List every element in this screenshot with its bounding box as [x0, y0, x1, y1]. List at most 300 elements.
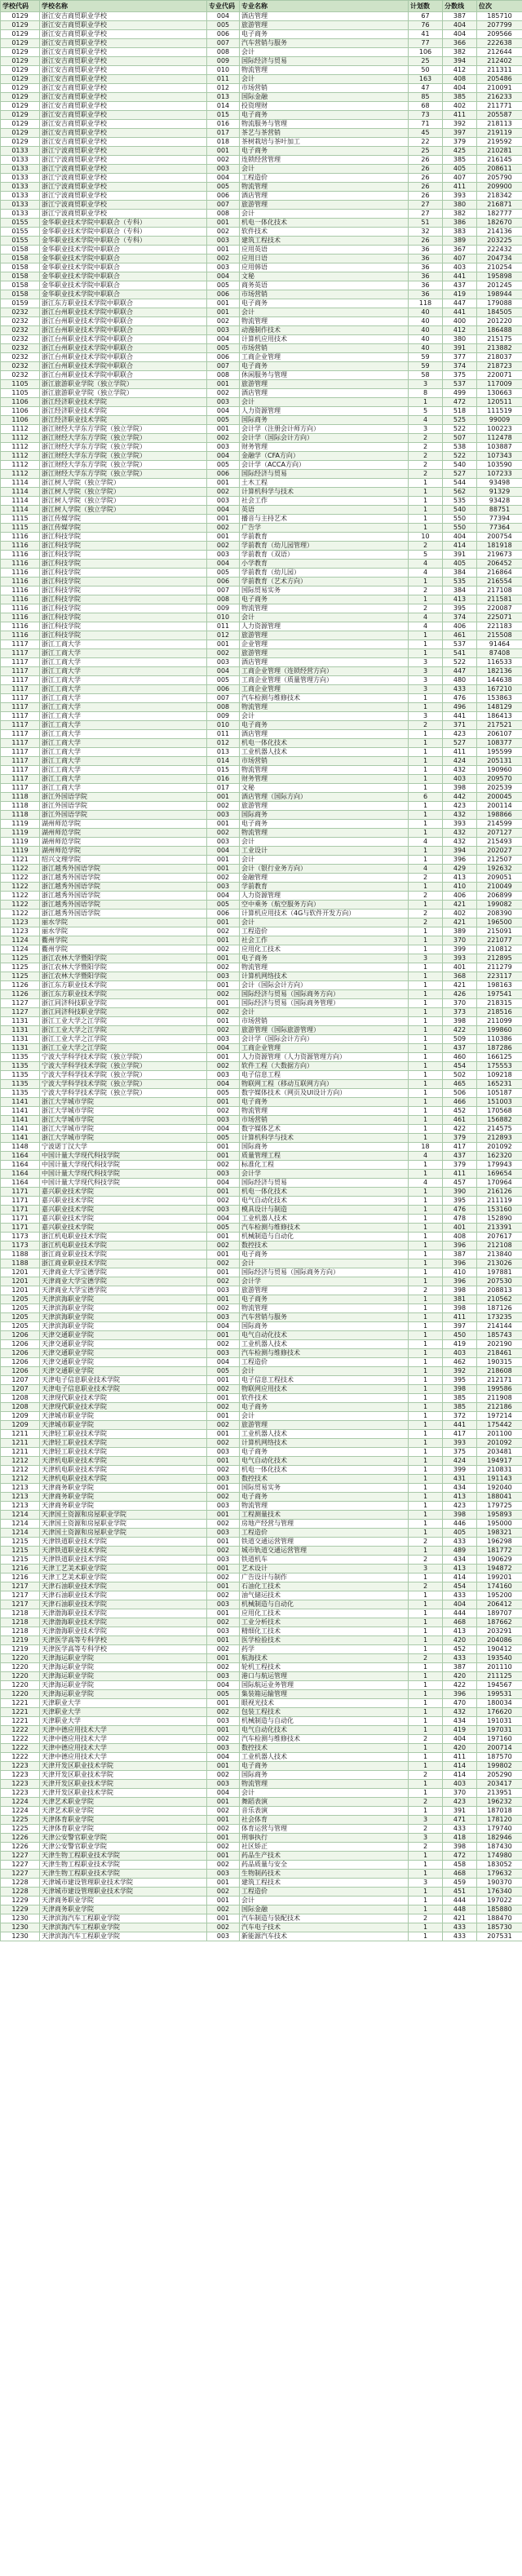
cell-score-line: 379	[443, 1161, 477, 1170]
cell-score-line: 537	[443, 640, 477, 649]
cell-score-line: 384	[443, 569, 477, 578]
cell-major-name: 物流管理	[240, 317, 409, 326]
cell-school-name: 金华职业技术学院中职联合	[40, 255, 207, 263]
cell-score-line: 518	[443, 407, 477, 416]
cell-major-name: 电子商务	[240, 1098, 409, 1107]
table-row	[1, 39, 522, 48]
cell-school-name: 天津中德应用技术大学	[40, 1726, 207, 1735]
cell-plan-count: 2	[409, 1771, 443, 1780]
cell-school-name: 浙江经济职业技术学院	[40, 407, 207, 416]
cell-major-code: 013	[207, 93, 240, 102]
table-row	[1, 586, 522, 595]
cell-score-line: 457	[443, 1179, 477, 1188]
cell-plan-count: 1	[409, 1484, 443, 1493]
cell-plan-count: 3	[409, 1879, 443, 1888]
table-row	[1, 1914, 522, 1923]
table-row	[1, 820, 522, 829]
cell-school-name: 浙江台州职业技术学院中职联合	[40, 362, 207, 371]
cell-rank: 178120	[477, 1816, 522, 1825]
cell-rank: 222432	[477, 246, 522, 255]
cell-major-name: 酒店管理	[240, 389, 409, 398]
cell-plan-count: 36	[409, 272, 443, 281]
cell-school-code: 1135	[1, 1071, 40, 1080]
cell-score-line: 406	[443, 892, 477, 901]
table-row	[1, 156, 522, 165]
header-plan-count: 计划数	[409, 1, 443, 12]
cell-plan-count: 1	[409, 1681, 443, 1690]
cell-school-code: 0129	[1, 129, 40, 138]
cell-school-code: 1171	[1, 1206, 40, 1215]
table-row	[1, 524, 522, 533]
cell-plan-count: 1	[409, 945, 443, 954]
cell-major-code: 002	[207, 963, 240, 972]
cell-major-name: 体育运营与管理	[240, 1825, 409, 1834]
cell-major-code: 007	[207, 694, 240, 703]
cell-score-line: 461	[443, 1116, 477, 1125]
table-row	[1, 1762, 522, 1771]
cell-plan-count: 2	[409, 1825, 443, 1834]
table-row	[1, 918, 522, 927]
table-row	[1, 443, 522, 452]
cell-plan-count: 1	[409, 1448, 443, 1457]
cell-school-code: 0158	[1, 263, 40, 272]
cell-major-name: 软件技术	[240, 1394, 409, 1403]
cell-school-name: 宁波大学科学技术学院（独立学院）	[40, 1062, 207, 1071]
cell-school-code: 1208	[1, 1394, 40, 1403]
cell-major-code: 001	[207, 479, 240, 488]
cell-score-line: 384	[443, 586, 477, 595]
cell-major-name: 会计	[240, 1897, 409, 1905]
table-row	[1, 1448, 522, 1457]
cell-score-line: 422	[443, 1026, 477, 1035]
cell-major-name: 工业机器人技术	[240, 1430, 409, 1439]
cell-rank: 213391	[477, 1224, 522, 1233]
table-row	[1, 622, 522, 631]
cell-score-line: 404	[443, 30, 477, 39]
cell-school-name: 浙江经济职业技术学院	[40, 398, 207, 407]
cell-school-name: 浙江安吉商贸职业学校	[40, 138, 207, 147]
table-row	[1, 981, 522, 990]
cell-score-line: 499	[443, 389, 477, 398]
cell-score-line: 423	[443, 802, 477, 811]
cell-major-name: 投资理财	[240, 102, 409, 111]
cell-school-code: 1116	[1, 595, 40, 604]
cell-plan-count: 67	[409, 12, 443, 21]
cell-school-code: 1211	[1, 1448, 40, 1457]
cell-school-name: 天津开发区职业技术学院	[40, 1789, 207, 1798]
cell-school-code: 1117	[1, 739, 40, 748]
cell-rank: 203481	[477, 1448, 522, 1457]
table-row	[1, 1250, 522, 1259]
cell-major-name: 动漫制作技术	[240, 326, 409, 335]
cell-major-code: 014	[207, 757, 240, 766]
cell-major-name: 物流管理	[240, 183, 409, 192]
cell-rank: 184505	[477, 308, 522, 317]
cell-plan-count: 1	[409, 1367, 443, 1376]
cell-rank: 152890	[477, 1215, 522, 1224]
cell-school-code: 1119	[1, 820, 40, 829]
cell-score-line: 370	[443, 1789, 477, 1798]
cell-rank: 218608	[477, 1367, 522, 1376]
cell-major-name: 会计	[240, 210, 409, 219]
cell-rank: 170568	[477, 1107, 522, 1116]
cell-school-code: 1116	[1, 578, 40, 586]
cell-major-code: 015	[207, 111, 240, 120]
table-row	[1, 174, 522, 183]
table-row	[1, 963, 522, 972]
cell-score-line: 396	[443, 1242, 477, 1250]
cell-school-code: 0129	[1, 138, 40, 147]
table-row	[1, 703, 522, 712]
cell-school-code: 1211	[1, 1430, 40, 1439]
cell-score-line: 405	[443, 165, 477, 174]
cell-major-code: 001	[207, 246, 240, 255]
cell-score-line: 398	[443, 1385, 477, 1394]
table-row	[1, 730, 522, 739]
cell-major-name: 商务英语	[240, 281, 409, 290]
table-row	[1, 335, 522, 344]
cell-major-code: 003	[207, 326, 240, 335]
cell-rank: 174160	[477, 1582, 522, 1591]
cell-major-code: 003	[207, 1600, 240, 1609]
cell-plan-count: 59	[409, 353, 443, 362]
cell-school-name: 天津开发区职业技术学院	[40, 1762, 207, 1771]
cell-rank: 182777	[477, 210, 522, 219]
cell-rank: 201245	[477, 281, 522, 290]
cell-major-name: 工商企业管理	[240, 1044, 409, 1053]
cell-rank: 219592	[477, 138, 522, 147]
cell-score-line: 466	[443, 1098, 477, 1107]
cell-school-code: 1123	[1, 927, 40, 936]
cell-school-code: 1173	[1, 1242, 40, 1250]
cell-school-code: 1216	[1, 1565, 40, 1573]
cell-plan-count: 1	[409, 1053, 443, 1062]
cell-rank: 187126	[477, 1304, 522, 1313]
cell-major-name: 电气自动化技术	[240, 1197, 409, 1206]
cell-major-name: 物联网工程（移动互联网方向）	[240, 1080, 409, 1089]
table-row	[1, 1618, 522, 1627]
cell-major-code: 007	[207, 39, 240, 48]
cell-school-code: 1171	[1, 1188, 40, 1197]
cell-major-code: 002	[207, 434, 240, 443]
cell-plan-count: 106	[409, 48, 443, 57]
cell-rank: 179725	[477, 1502, 522, 1511]
cell-rank: 205486	[477, 75, 522, 84]
cell-major-code: 002	[207, 649, 240, 658]
cell-major-name: 国际经济与贸易	[240, 57, 409, 66]
table-row	[1, 1529, 522, 1538]
cell-score-line: 540	[443, 506, 477, 515]
cell-plan-count: 1	[409, 1905, 443, 1914]
cell-plan-count: 1	[409, 1421, 443, 1430]
cell-major-name: 市场营销	[240, 344, 409, 353]
cell-major-code: 004	[207, 1125, 240, 1134]
table-row	[1, 1242, 522, 1250]
cell-school-code: 0133	[1, 201, 40, 210]
cell-plan-count: 2	[409, 874, 443, 883]
cell-score-line: 387	[443, 1663, 477, 1672]
table-row	[1, 658, 522, 667]
table-row	[1, 1475, 522, 1484]
cell-major-name: 英语	[240, 506, 409, 515]
cell-school-name: 浙江财经大学东方学院（独立学院）	[40, 470, 207, 479]
cell-major-code: 005	[207, 1690, 240, 1699]
cell-major-code: 003	[207, 497, 240, 506]
cell-school-name: 天津医学高等专科学校	[40, 1645, 207, 1654]
cell-major-name: 应用韩语	[240, 263, 409, 272]
cell-school-code: 1225	[1, 1825, 40, 1834]
cell-school-code: 0133	[1, 183, 40, 192]
cell-school-name: 天津渤海职业技术学院	[40, 1609, 207, 1618]
cell-major-name: 机电一体化技术	[240, 739, 409, 748]
cell-major-name: 人力资源管理	[240, 892, 409, 901]
cell-school-code: 1223	[1, 1780, 40, 1789]
cell-school-name: 浙江台州职业技术学院中职联合	[40, 317, 207, 326]
cell-plan-count: 2	[409, 461, 443, 470]
cell-score-line: 368	[443, 972, 477, 981]
cell-major-name: 工业分析技术	[240, 1618, 409, 1627]
cell-major-code: 011	[207, 730, 240, 739]
cell-plan-count: 1	[409, 963, 443, 972]
cell-plan-count: 1	[409, 1313, 443, 1322]
table-header-row	[1, 1, 522, 12]
cell-major-code: 001	[207, 1484, 240, 1493]
cell-score-line: 433	[443, 1654, 477, 1663]
cell-rank: 170964	[477, 1179, 522, 1188]
cell-major-name: 音乐表演	[240, 1807, 409, 1816]
cell-major-name: 建筑工程技术	[240, 237, 409, 246]
table-row	[1, 1385, 522, 1394]
cell-major-code: 004	[207, 892, 240, 901]
cell-rank: 99009	[477, 416, 522, 425]
cell-plan-count: 1	[409, 479, 443, 488]
cell-rank: 195200	[477, 1591, 522, 1600]
cell-school-name: 浙江大学城市学院	[40, 1098, 207, 1107]
cell-rank: 199586	[477, 1385, 522, 1394]
cell-major-name: 国际经济与贸易（国际商务方向）	[240, 990, 409, 999]
cell-major-name: 国际商务	[240, 416, 409, 425]
cell-school-name: 金华职业技术学院中职联合（专科）	[40, 219, 207, 228]
cell-major-name: 国际经济与贸易	[240, 470, 409, 479]
cell-school-code: 1230	[1, 1914, 40, 1923]
cell-score-line: 468	[443, 1618, 477, 1627]
cell-major-code: 001	[207, 147, 240, 156]
cell-school-code: 1122	[1, 892, 40, 901]
cell-school-code: 1222	[1, 1726, 40, 1735]
table-row	[1, 1044, 522, 1053]
cell-rank: 186488	[477, 326, 522, 335]
cell-rank: 212507	[477, 856, 522, 865]
cell-school-name: 天津滨海汽车工程职业学院	[40, 1923, 207, 1932]
cell-school-name: 天津国土资源和房屋职业学院	[40, 1511, 207, 1520]
cell-major-code: 001	[207, 999, 240, 1008]
table-row	[1, 1403, 522, 1412]
cell-school-code: 1135	[1, 1062, 40, 1071]
cell-score-line: 437	[443, 1044, 477, 1053]
cell-rank: 218516	[477, 1008, 522, 1017]
cell-score-line: 441	[443, 272, 477, 281]
table-row	[1, 1277, 522, 1286]
cell-major-name: 汽车检测与维修技术	[240, 1224, 409, 1233]
cell-school-name: 浙江农林大学暨阳学院	[40, 963, 207, 972]
cell-school-code: 1106	[1, 407, 40, 416]
cell-rank: 203225	[477, 237, 522, 246]
cell-rank: 225071	[477, 613, 522, 622]
cell-major-code: 005	[207, 281, 240, 290]
cell-school-name: 天津工艺美术职业学院	[40, 1573, 207, 1582]
cell-school-code: 1213	[1, 1493, 40, 1502]
cell-major-code: 005	[207, 676, 240, 685]
table-row	[1, 999, 522, 1008]
cell-major-name: 会计	[240, 1008, 409, 1017]
cell-school-name: 天津商业大学宝德学院	[40, 1277, 207, 1286]
cell-score-line: 423	[443, 1798, 477, 1807]
cell-rank: 187018	[477, 1807, 522, 1816]
cell-rank: 194917	[477, 1457, 522, 1466]
cell-major-name: 社区矫正	[240, 1843, 409, 1852]
cell-plan-count: 1	[409, 1627, 443, 1636]
table-row	[1, 1304, 522, 1313]
cell-score-line: 496	[443, 703, 477, 712]
cell-plan-count: 1	[409, 1636, 443, 1645]
cell-score-line: 393	[443, 820, 477, 829]
cell-plan-count: 1	[409, 1457, 443, 1466]
cell-school-code: 1116	[1, 533, 40, 542]
cell-score-line: 402	[443, 102, 477, 111]
cell-school-name: 浙江树人学院（独立学院）	[40, 488, 207, 497]
table-row	[1, 1439, 522, 1448]
cell-school-code: 0129	[1, 93, 40, 102]
table-row	[1, 1457, 522, 1466]
cell-major-name: 数字媒体艺术	[240, 1125, 409, 1134]
cell-plan-count: 4	[409, 569, 443, 578]
cell-score-line: 380	[443, 201, 477, 210]
cell-school-code: 1223	[1, 1771, 40, 1780]
cell-rank: 190629	[477, 1556, 522, 1565]
cell-major-code: 002	[207, 1618, 240, 1627]
table-row	[1, 479, 522, 488]
cell-score-line: 472	[443, 398, 477, 407]
cell-rank: 100223	[477, 425, 522, 434]
cell-major-code: 002	[207, 1421, 240, 1430]
cell-plan-count: 1	[409, 811, 443, 820]
cell-rank: 201092	[477, 1143, 522, 1152]
cell-score-line: 419	[443, 1726, 477, 1735]
cell-plan-count: 1	[409, 972, 443, 981]
cell-major-code: 012	[207, 739, 240, 748]
cell-major-code: 002	[207, 802, 240, 811]
cell-plan-count: 1	[409, 524, 443, 533]
cell-major-code: 002	[207, 1403, 240, 1412]
cell-major-code: 004	[207, 847, 240, 856]
cell-plan-count: 25	[409, 57, 443, 66]
cell-school-name: 浙江大学城市学院	[40, 1107, 207, 1116]
cell-major-name: 会计学（ACCA方向）	[240, 461, 409, 470]
cell-plan-count: 1	[409, 1080, 443, 1089]
cell-school-code: 1116	[1, 551, 40, 560]
cell-score-line: 458	[443, 1861, 477, 1870]
cell-school-name: 浙江外国语学院	[40, 802, 207, 811]
cell-score-line: 411	[443, 111, 477, 120]
cell-rank: 210091	[477, 84, 522, 93]
cell-school-code: 1127	[1, 1008, 40, 1017]
cell-major-code: 005	[207, 1224, 240, 1233]
cell-school-code: 1124	[1, 945, 40, 954]
table-row	[1, 1663, 522, 1672]
cell-rank: 206452	[477, 560, 522, 569]
cell-rank: 185880	[477, 1905, 522, 1914]
cell-school-name: 浙江安吉商贸职业学校	[40, 111, 207, 120]
cell-major-code: 005	[207, 901, 240, 910]
cell-rank: 212644	[477, 48, 522, 57]
cell-major-code: 001	[207, 1511, 240, 1520]
cell-school-code: 1116	[1, 622, 40, 631]
cell-plan-count: 2	[409, 443, 443, 452]
cell-rank: 208390	[477, 910, 522, 918]
cell-score-line: 413	[443, 1565, 477, 1573]
cell-rank: 220087	[477, 604, 522, 613]
cell-plan-count: 1	[409, 883, 443, 892]
cell-major-code: 005	[207, 1134, 240, 1143]
cell-major-code: 005	[207, 569, 240, 578]
cell-major-name: 会计学	[240, 1277, 409, 1286]
cell-school-name: 浙江安吉商贸职业学校	[40, 102, 207, 111]
cell-major-name: 人力资源管理	[240, 407, 409, 416]
cell-rank: 203291	[477, 1627, 522, 1636]
table-row	[1, 1609, 522, 1618]
cell-rank: 213882	[477, 344, 522, 353]
table-row	[1, 1071, 522, 1080]
cell-school-code: 0133	[1, 192, 40, 201]
cell-school-name: 金华职业技术学院中职联合	[40, 246, 207, 255]
cell-school-name: 天津交通职业学院	[40, 1340, 207, 1349]
cell-major-code: 003	[207, 1170, 240, 1179]
table-row	[1, 75, 522, 84]
cell-plan-count: 1	[409, 506, 443, 515]
cell-school-name: 浙江财经大学东方学院（独立学院）	[40, 434, 207, 443]
cell-score-line: 441	[443, 1421, 477, 1430]
cell-rank: 214136	[477, 228, 522, 237]
table-row	[1, 1197, 522, 1206]
cell-school-code: 1118	[1, 793, 40, 802]
cell-rank: 194567	[477, 1681, 522, 1690]
table-row	[1, 578, 522, 586]
table-row	[1, 1861, 522, 1870]
cell-school-name: 天津生物工程职业技术学院	[40, 1852, 207, 1861]
cell-plan-count: 1	[409, 1807, 443, 1816]
cell-score-line: 417	[443, 1430, 477, 1439]
cell-major-code: 002	[207, 1825, 240, 1834]
cell-rank: 211908	[477, 1394, 522, 1403]
cell-major-name: 汽车营销与服务	[240, 1313, 409, 1322]
cell-major-name: 模具设计与制造	[240, 1206, 409, 1215]
cell-school-code: 1201	[1, 1268, 40, 1277]
table-row	[1, 398, 522, 407]
cell-school-name: 天津医学高等专科学校	[40, 1636, 207, 1645]
cell-school-code: 1117	[1, 658, 40, 667]
cell-major-name: 会计	[240, 165, 409, 174]
cell-major-name: 生物制药技术	[240, 1870, 409, 1879]
cell-major-name: 药品生产技术	[240, 1852, 409, 1861]
cell-school-code: 0232	[1, 344, 40, 353]
cell-plan-count: 4	[409, 416, 443, 425]
cell-major-name: 汽车检测与维修技术	[240, 694, 409, 703]
cell-major-code: 016	[207, 120, 240, 129]
table-row	[1, 1331, 522, 1340]
cell-score-line: 392	[443, 120, 477, 129]
cell-score-line: 407	[443, 255, 477, 263]
table-row	[1, 326, 522, 335]
